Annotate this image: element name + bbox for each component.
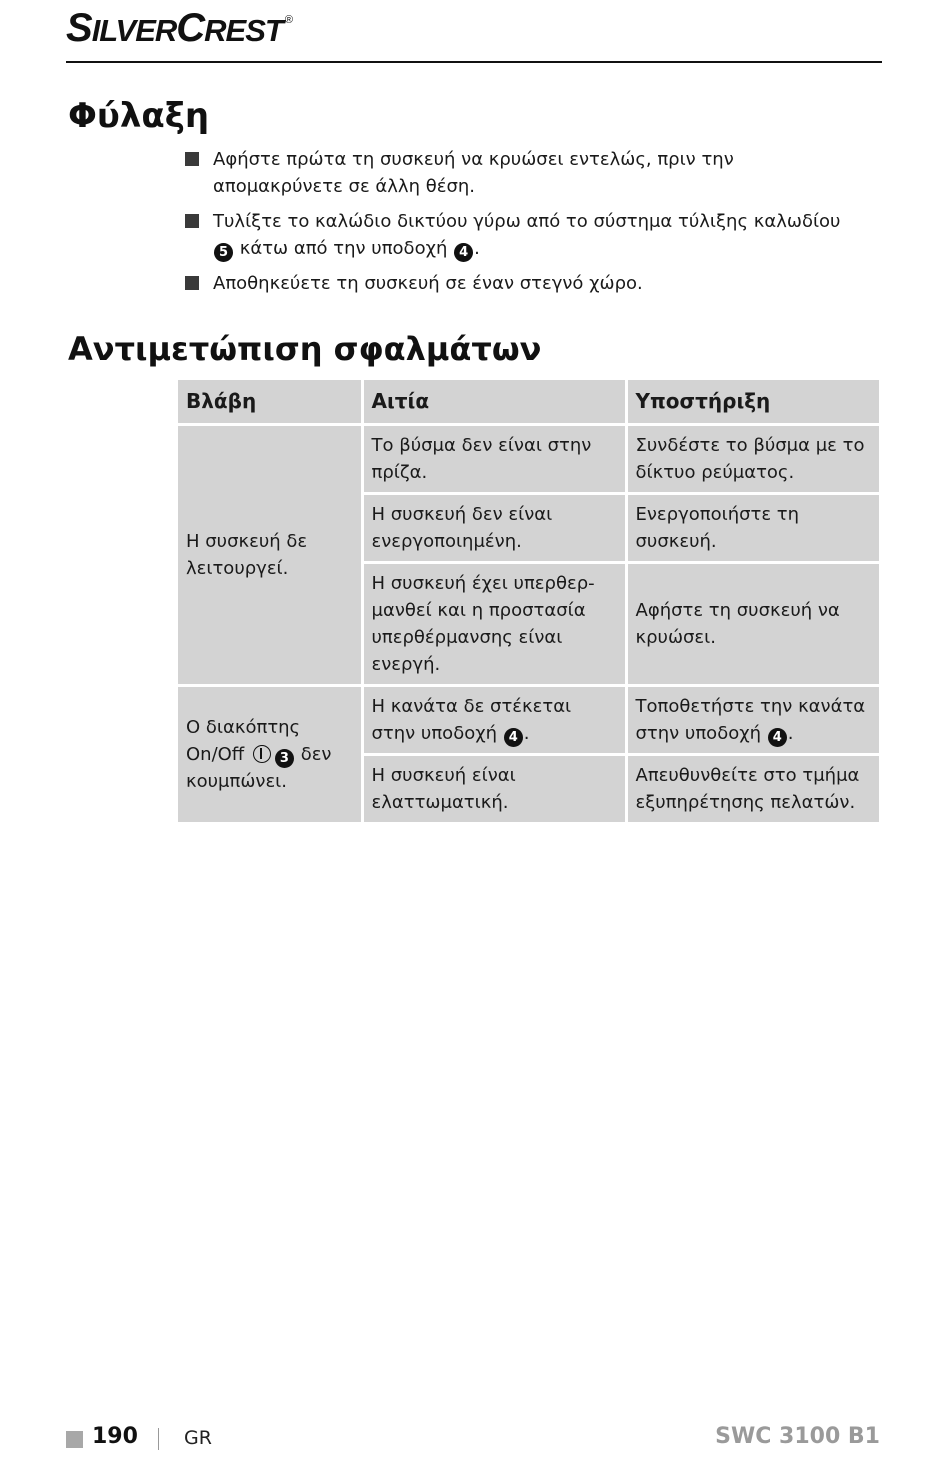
footer-square-icon: [66, 1431, 83, 1448]
header-rule: [66, 61, 882, 63]
ref-number-badge: 5: [214, 243, 233, 262]
cause-text: Η κανάτα δε στέκεται στην υποδοχή: [371, 696, 572, 744]
bullet-text: Αφήστε πρώτα τη συσκευή να κρυώσει εντελώς, πριν την απομακρύνετε σε άλλη θέση.: [213, 149, 734, 197]
fault-cell: Η συσκευή δε λειτουργεί.: [178, 425, 362, 686]
ref-number-badge: 4: [768, 728, 787, 747]
cause-cell: [362, 686, 626, 755]
remedy-cell: Ενεργοποιήστε τη συσκευή.: [626, 494, 879, 563]
storage-bullet-list: [183, 146, 863, 305]
power-symbol-icon: [253, 745, 271, 763]
remedy-text: Τοποθετήστε την κανάτα στην υποδοχή: [635, 696, 866, 744]
bullet-text: κάτω από την υποδοχή: [234, 238, 454, 259]
page-number: 190: [92, 1424, 138, 1449]
remedy-cell: Απευθυνθείτε στο τμήμα εξυπηρέτησης πελατών.: [626, 755, 879, 824]
ref-number-badge: 3: [275, 749, 294, 768]
registered-mark: ®: [284, 14, 292, 26]
cause-text: .: [523, 723, 530, 744]
troubleshooting-heading: Αντιμετώπιση σφαλμάτων: [68, 330, 542, 368]
column-header-cause: Αιτία: [362, 380, 626, 425]
remedy-cell: [626, 686, 879, 755]
bullet-square-icon: [185, 276, 199, 290]
bullet-text: Αποθηκεύετε τη συσκευή σε έναν στεγνό χώρο.: [213, 273, 643, 294]
bullet-square-icon: [185, 152, 199, 166]
remedy-cell: Αφήστε τη συσκευή να κρυώσει.: [626, 563, 879, 686]
list-item: [183, 270, 863, 297]
page-footer: [66, 1424, 882, 1456]
bullet-text: .: [474, 238, 480, 259]
bullet-square-icon: [185, 214, 199, 228]
cause-cell: Το βύσμα δεν είναι στην πρίζα.: [362, 425, 626, 494]
fault-text: Ο διακόπτης On/Off: [186, 717, 301, 765]
table-row: [178, 425, 879, 494]
silvercrest-logo: SILVERCREST ®: [66, 6, 292, 50]
remedy-text: .: [787, 723, 794, 744]
table-header-row: [178, 380, 879, 425]
cause-cell: Η συσκευή δεν είναι ενεργοποιημένη.: [362, 494, 626, 563]
troubleshooting-table: [178, 380, 879, 825]
list-item: [183, 146, 863, 200]
fault-cell: [178, 686, 362, 824]
model-number: SWC 3100 B1: [715, 1424, 880, 1449]
cause-cell: Η συσκευή έχει υπερθερμανθεί και η προστασία υπερθέρμανσης είναι ενεργή.: [362, 563, 626, 686]
column-header-fault: Βλάβη: [178, 380, 362, 425]
ref-number-badge: 4: [454, 243, 473, 262]
ref-number-badge: 4: [504, 728, 523, 747]
bullet-text: Τυλίξτε το καλώδιο δικτύου γύρω από το σύστημα τύλιξης καλωδίου: [213, 211, 841, 232]
language-code: GR: [184, 1427, 212, 1449]
column-header-remedy: Υποστήριξη: [626, 380, 879, 425]
table-row: [178, 686, 879, 755]
fault-text: δεν κουμπώνει.: [186, 744, 332, 792]
list-item: [183, 208, 863, 262]
storage-heading: Φύλαξη: [68, 96, 210, 136]
remedy-cell: Συνδέστε το βύσμα με το δίκτυο ρεύματος.: [626, 425, 879, 494]
footer-divider: [158, 1428, 159, 1450]
cause-cell: Η συσκευή είναι ελαττωματική.: [362, 755, 626, 824]
